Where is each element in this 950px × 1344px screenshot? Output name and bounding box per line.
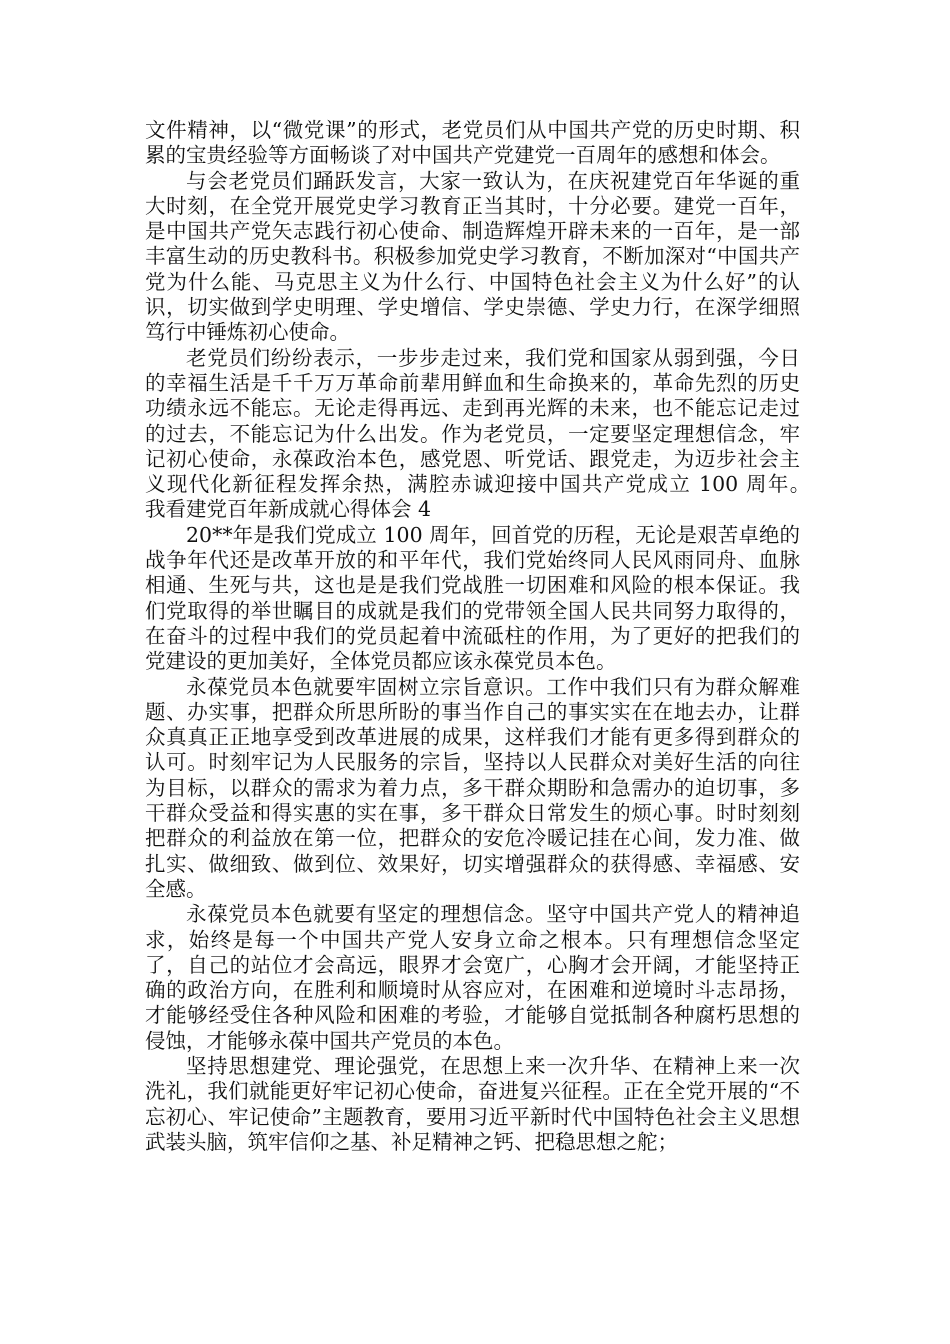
paragraph-6: 永葆党员本色就要有坚定的理想信念。坚守中国共产党人的精神追求，始终是每一个中国共产党人安身立命之根本。只有理想信念坚定了，自己的站位才会高远，眼界才会宽广，心胸才会开阔，才能坚持正确的政治方向，在胜利和顺境时从容应对，在困难和逆境时斗志昂扬，才能够经受住各种风险和困难的考验，才能够自觉抵制各种腐朽思想的侵蚀，才能够永葆中国共产党员的本色。 — [145, 902, 800, 1053]
paragraph-4: 20**年是我们党成立 100 周年，回首党的历程，无论是艰苦卓绝的战争年代还是改革开放的和平年代，我们党始终同人民风雨同舟、血脉相通、生死与共，这也是是我们党战胜一切困难和风险的根本保证。我们党取得的举世瞩目的成就是我们的党带领全国人民共同努力取得的，在奋斗的过程中我们的党员起着中流砥柱的作用，为了更好的把我们的党建设的更加美好，全体党员都应该永葆党员本色。 — [145, 522, 800, 674]
paragraph-3: 老党员们纷纷表示，一步步走过来，我们党和国家从弱到强，今日的幸福生活是千千万万革命前辈用鲜血和生命换来的，革命先烈的历史功绩永远不能忘。无论走得再远、走到再光辉的未来，也不能忘记走过的过去，不能忘记为什么出发。作为老党员，一定要坚定理想信念，牢记初心使命，永葆政治本色，感党恩、听党话、跟党走，为迈步社会主义现代化新征程发挥余热，满腔赤诚迎接中国共产党成立 100 周年。 我看建党百年新成就心得体会 4 — [145, 345, 841, 522]
paragraph-1: 文件精神，以“微党课”的形式，老党员们从中国共产党的历史时期、积累的宝贵经验等方面畅谈了对中国共产党建党一百周年的感想和体会。 — [145, 118, 800, 168]
paragraph-7: 坚持思想建党、理论强党，在思想上来一次升华、在精神上来一次洗礼，我们就能更好牢记初心使命，奋进复兴征程。正在全党开展的“不忘初心、牢记使命”主题教育，要用习近平新时代中国特色社会主义思想武装头脑，筑牢信仰之基、补足精神之钙、把稳思想之舵； — [145, 1053, 800, 1154]
paragraph-2: 与会老党员们踊跃发言，大家一致认为，在庆祝建党百年华诞的重大时刻，在全党开展党史学习教育正当其时，十分必要。建党一百年，是中国共产党矢志践行初心使命、制造辉煌开辟未来的一百年，是一部丰富生动的历史教科书。积极参加党史学习教育，不断加深对“中国共产党为什么能、马克思主义为什么行、中国特色社会主义为什么好”的认识，切实做到学史明理、学史增信、学史崇德、学史力行，在深学细照笃行中锤炼初心使命。 — [145, 168, 800, 345]
document-page — [145, 118, 841, 1155]
paragraph-5: 永葆党员本色就要牢固树立宗旨意识。工作中我们只有为群众解难题、办实事，把群众所思所盼的事当作自己的事实实在在地去办，让群众真真正正地享受到改革进展的成果，这样我们才能有更多得到群众的认可。时刻牢记为人民服务的宗旨，坚持以人民群众对美好生活的向往为目标，以群众的需求为着力点，多干群众期盼和急需办的迫切事，多干群众受益和得实惠的实在事，多干群众日常发生的烦心事。时时刻刻把群众的利益放在第一位，把群众的安危冷暖记挂在心间，发力准、做扎实、做细致、做到位、效果好，切实增强群众的获得感、幸福感、安全感。 — [145, 674, 800, 901]
